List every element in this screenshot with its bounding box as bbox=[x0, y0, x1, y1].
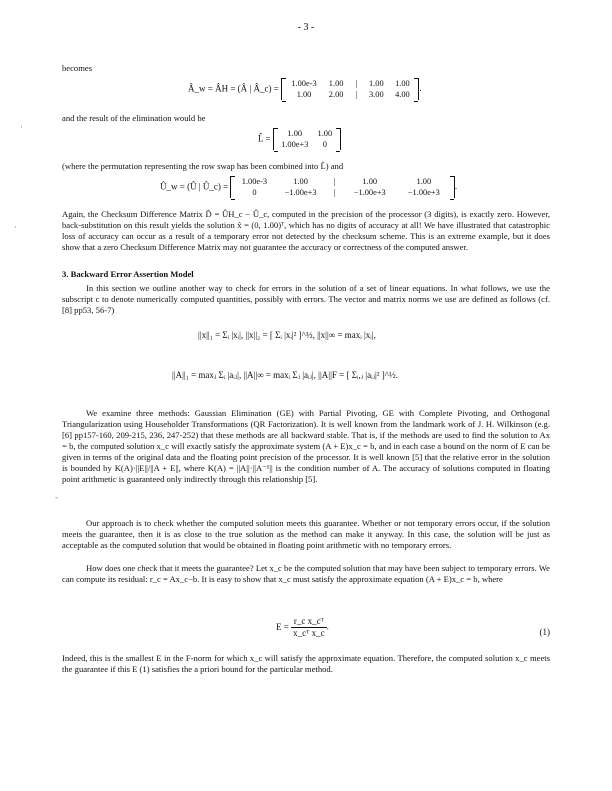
matrix-separator: | bbox=[355, 90, 358, 99]
section-heading: 3. Backward Error Assertion Model bbox=[62, 269, 194, 279]
matrix-cell: −1.00e+3 bbox=[407, 188, 440, 197]
paragraph-approach: Our approach is to check whether the computed solution meets this guarantee. Whether or not temporary errors occur, if the solution meets the guarantee, then it is as close to the true solution as the method can make it anyway. In this case, the solution will be just as acceptable as the computed solution that would be obtained in floating point arithmetic with no temporary errors. bbox=[62, 518, 550, 550]
equation-e-lhs: E = bbox=[276, 622, 289, 632]
matrix-cell: 1.00 bbox=[293, 177, 308, 186]
equation-l bbox=[258, 128, 341, 150]
matrix-cell: 1.00 bbox=[416, 177, 432, 186]
matrix-cell: 1.00e-3 bbox=[241, 177, 268, 186]
equation-aw-lhs: Â_w = ÂH = (Â | Â_c) = bbox=[188, 83, 279, 94]
margin-mark: · bbox=[20, 122, 23, 132]
becomes-text: becomes bbox=[62, 63, 93, 73]
matrix-cell: 1.00 bbox=[317, 129, 333, 138]
equation-aw bbox=[188, 78, 422, 100]
paragraph-checksum: Again, the Checksum Difference Matrix D̂ = ÛH_c − Û_c, computed in the precision of the processor (3 digits), is exactly zero. However, back-substitution on this result yields the solution x̂ = (0, 1.00)ᵀ, which has no digits of accuracy at all! We have illustrated that catastrophic loss of accuracy can occur as a result of a temporary error not detected by the checksum scheme. This is an extreme example, but it does show that a zero Checksum Difference Matrix may not guarantee the accuracy or correctness of the computed answer. bbox=[62, 209, 550, 252]
matrix-separator: | bbox=[333, 188, 336, 197]
matrix-separator: | bbox=[333, 177, 336, 186]
matrix-cell: 1.00 bbox=[296, 90, 312, 99]
equation-period: . bbox=[419, 83, 422, 94]
matrix-l bbox=[273, 128, 341, 150]
matrix-uw bbox=[230, 176, 454, 198]
paragraph-methods: We examine three methods: Gaussian Elimination (GE) with Partial Pivoting, GE with Complete Pivoting, and Orthogonal Triangularization using Householder Transformations (QR Factorization). It is well known from the landmark work of J. H. Wilkinson (e.g. [6] pp157-160, 209-215, 236, 247-252) that these methods are all backward stable. That is, if the methods are used to find the solution to Ax = b, the computed solution x_c will exactly satisfy the approximate system (A + E)x_c = b, and in each case a bound on the norm of E can be given in terms of the original data and the floating point precision of the processor. It is well known [5] that the relative error in the solution is bounded by K(A)·||E||/||A + E||, where K(A) = ||A||·||A⁻¹|| is the condition number of A. The accuracy of solutions computed in floating point arithmetic is guaranteed only indirectly through this relationship [5]. bbox=[62, 408, 550, 484]
equation-period: . bbox=[454, 181, 458, 192]
equation-e bbox=[276, 616, 329, 639]
fraction-denominator: x_cᵀ x_c bbox=[293, 628, 325, 638]
paragraph-intro: In this section we outline another way to check for errors in the solution of a set of linear equations. In what follows, we use the subscript c to denote numerically computed quantities, possibly with errors. The vector and matrix norms we use are defined as follows (cf. [8] pp53, 56-7) bbox=[62, 283, 550, 315]
matrix-cell: 1.00 bbox=[368, 79, 384, 88]
matrix-cell: 0 bbox=[322, 140, 327, 149]
matrix-cell: 1.00 bbox=[328, 79, 344, 88]
matrix-cell: 1.00 bbox=[395, 79, 410, 88]
equation-uw-lhs: Û_w = (Û | Û_c) = bbox=[160, 181, 229, 192]
fraction-numerator: r_c x_cᵀ bbox=[291, 616, 327, 628]
matrix-cell: 4.00 bbox=[395, 90, 410, 99]
permutation-text: (where the permutation representing the row swap has been combined into L̂) and bbox=[62, 161, 344, 171]
equation-period: . bbox=[326, 621, 329, 632]
margin-mark: - bbox=[55, 492, 58, 502]
elimination-text: and the result of the elimination would be bbox=[62, 113, 206, 123]
matrix-cell: 0 bbox=[252, 188, 257, 197]
matrix-cell: 2.00 bbox=[328, 90, 344, 99]
equation-matrix-norms: ||A||₁ = maxⱼ Σᵢ |aᵢⱼ|, ||A||∞ = maxᵢ Σⱼ |aᵢⱼ|, ||A||F = [ Σᵢ,ⱼ |aᵢⱼ|² ]^½. bbox=[172, 370, 398, 380]
fraction bbox=[291, 616, 327, 639]
matrix-cell: 3.00 bbox=[368, 90, 384, 99]
page-number: - 3 - bbox=[297, 22, 315, 33]
matrix-aw bbox=[281, 78, 422, 100]
matrix-cell: −1.00e+3 bbox=[284, 188, 317, 197]
matrix-cell: 1.00e-3 bbox=[291, 79, 317, 88]
margin-mark: · bbox=[14, 222, 17, 232]
matrix-separator: | bbox=[355, 79, 358, 88]
matrix-cell: 1.00 bbox=[362, 177, 378, 186]
matrix-cell: 1.00 bbox=[287, 129, 303, 138]
equation-number: (1) bbox=[539, 627, 550, 637]
equation-uw bbox=[160, 176, 457, 198]
matrix-cell: 1.00e+3 bbox=[281, 140, 309, 149]
paragraph-indeed: Indeed, this is the smallest E in the F-norm for which x_c will satisfy the approximate equation. Therefore, the computed solution x_c meets the guarantee if this E (1) satisfies the a priori bound for the particular method. bbox=[62, 653, 550, 674]
matrix-cell: −1.00e+3 bbox=[353, 188, 386, 197]
equation-vector-norms: ||x||₁ = Σᵢ |xᵢ|, ||x||₂ = [ Σᵢ |xᵢ|² ]^½, ||x||∞ = maxᵢ |xᵢ|, bbox=[198, 330, 376, 340]
paragraph-howdoes: How does one check that it meets the guarantee? Let x_c be the computed solution that may have been subject to temporary errors. We can compute its residual: r_c = Ax_c−b. It is easy to show that x_c must satisfy the approximate equation (A + E)x_c = b, where bbox=[62, 563, 550, 584]
equation-l-lhs: L̂ = bbox=[258, 133, 271, 144]
